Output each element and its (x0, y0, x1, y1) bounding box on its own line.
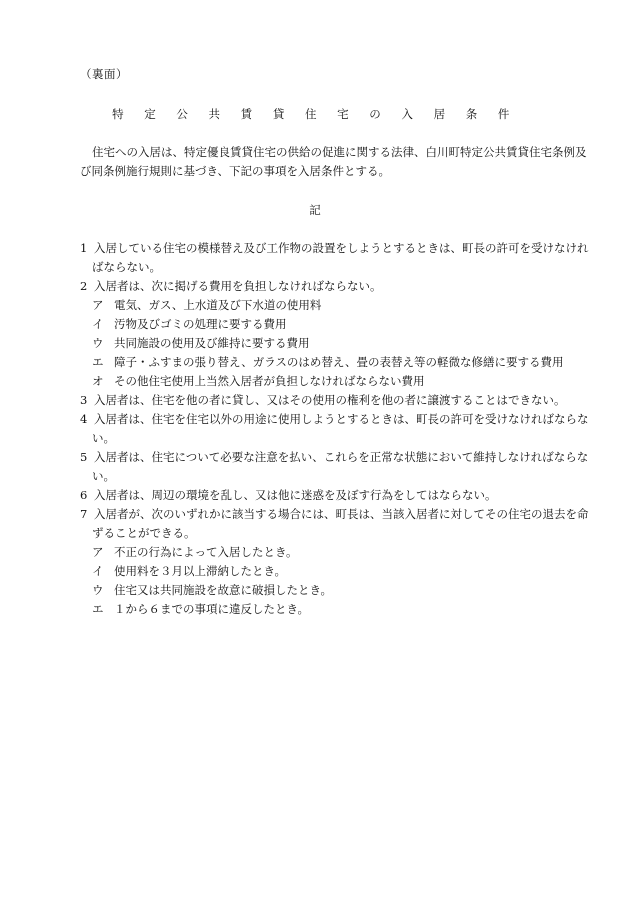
sub-item-mark: イ (92, 564, 104, 578)
sub-item-text: 使用料を３月以上滞納したとき。 (114, 564, 287, 578)
sub-item-mark: エ (92, 355, 104, 369)
condition-item-4 (80, 410, 596, 448)
sub-item (80, 600, 596, 619)
sub-item-text: その他住宅使用上当然入居者が負担しなければならない費用 (114, 374, 425, 388)
sub-item-text: 不正の行為によって入居したとき。 (114, 545, 298, 559)
item-number: 1 (80, 241, 88, 255)
sub-item-text: 電気、ガス、上水道及び下水道の使用料 (114, 298, 322, 312)
condition-item-1 (80, 239, 596, 277)
sub-item-mark: エ (92, 602, 104, 616)
page-title: 特 定 公 共 賃 貸 住 宅 の 入 居 条 件 (112, 107, 518, 121)
sub-item-mark: ア (92, 545, 104, 559)
sub-item (80, 543, 596, 562)
condition-item-7 (80, 505, 596, 543)
sub-item-mark: オ (92, 374, 104, 388)
sub-item (80, 315, 596, 334)
condition-item-2 (80, 277, 596, 296)
sub-item (80, 581, 596, 600)
item-text: 入居者は、住宅について必要な注意を払い、これらを正常な状態において維持しなければならない。 (92, 450, 589, 483)
item-number: 7 (80, 507, 88, 521)
sub-item-text: 障子・ふすまの張り替え、ガラスのはめ替え、畳の表替え等の軽微な修繕に要する費用 (114, 355, 564, 369)
item-text: 入居者は、次に掲げる費用を負担しなければならない。 (94, 279, 382, 293)
sub-item-text: 共同施設の使用及び維持に要する費用 (114, 336, 310, 350)
item-number: 2 (80, 279, 88, 293)
side-label: （裏面） (80, 67, 128, 81)
condition-item-6 (80, 486, 596, 505)
sub-item-mark: ア (92, 298, 104, 312)
condition-item-3 (80, 391, 596, 410)
item-number: 3 (80, 393, 88, 407)
sub-item-text: 汚物及びゴミの処理に要する費用 (114, 317, 287, 331)
conditions-list (80, 239, 596, 619)
sub-item-mark: イ (92, 317, 104, 331)
item-text: 入居者は、住宅を住宅以外の用途に使用しようとするときは、町長の許可を受けなければならない。 (92, 412, 589, 445)
item-text: 入居者は、住宅を他の者に貸し、又はその使用の権利を他の者に譲渡することはできない。 (94, 393, 566, 407)
item-number: 6 (80, 488, 88, 502)
item-text: 入居している住宅の模様替え及び工作物の設置をしようとするときは、町長の許可を受けなければならない。 (92, 241, 589, 274)
item-number: 4 (80, 412, 88, 426)
sub-item (80, 334, 596, 353)
sub-item-text: １から６までの事項に違反したとき。 (114, 602, 310, 616)
sub-item-mark: ウ (92, 583, 104, 597)
condition-item-5 (80, 448, 596, 486)
item-text: 入居者は、周辺の環境を乱し、又は他に迷惑を及ぼす行為をしてはならない。 (94, 488, 497, 502)
sub-item (80, 562, 596, 581)
sub-item-text: 住宅又は共同施設を故意に破損したとき。 (114, 583, 333, 597)
sub-item-mark: ウ (92, 336, 104, 350)
item-number: 5 (80, 450, 88, 464)
sub-item (80, 372, 596, 391)
sub-item (80, 296, 596, 315)
intro-paragraph: 住宅への入居は、特定優良賃貸住宅の供給の促進に関する法律、白川町特定公共賃貸住宅条例及び同条例施行規則に基づき、下記の事項を入居条件とする。 (80, 145, 587, 178)
ki-heading: 記 (309, 203, 321, 217)
item-text: 入居者が、次のいずれかに該当する場合には、町長は、当該入居者に対してその住宅の退去を命ずることができる。 (92, 507, 589, 540)
sub-item (80, 353, 596, 372)
